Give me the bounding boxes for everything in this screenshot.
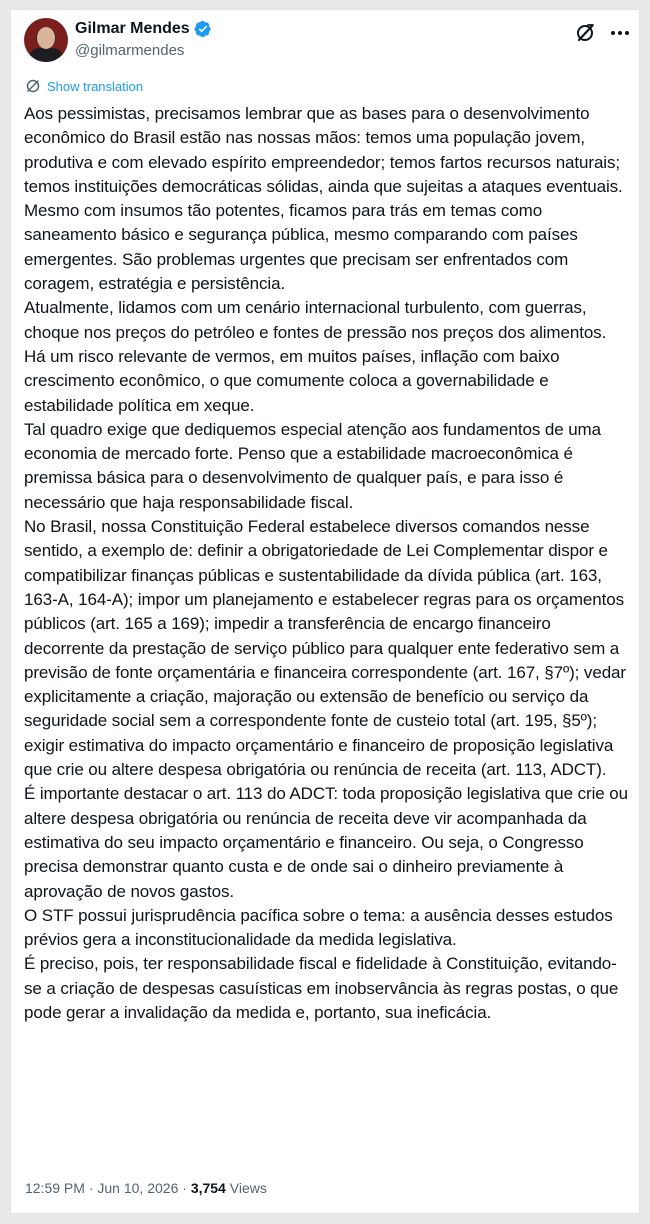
separator: ·: [182, 1180, 187, 1196]
separator: ·: [88, 1180, 94, 1196]
views-count: 3,754: [190, 1180, 226, 1196]
tweet-card: [10, 9, 640, 1214]
post-metadata: [25, 1180, 267, 1196]
post-paragraph: Mesmo com insumos tão potentes, ficamos para trás em temas como saneamento básico e segurança pública, mesmo comparando com países emergentes. São problemas urgentes que precisam ser enfrentados com coragem, estratégia e persistência.: [24, 201, 578, 294]
post-paragraph: No Brasil, nossa Constituição Federal estabelece diversos comandos nesse sentido, a exemplo de: definir a obrigatoriedade de Lei Complementar dispor e compatibilizar finanças públicas e sustentabilidade da dívida pública (art. 163, 163-A, 164-A); impor um planejamento e estabelecer regras para os orçamentos públicos (art. 165 a 169); impedir a transferência de encargo financeiro decorrente da prestação de serviço público para qualquer ente federativo sem a previsão de fonte orçamentária e financeira correspondente (art. 167, §7º); vedar explicitamente a criação, majoração ou extensão de benefício ou serviço da seguridade social sem a correspondente fonte de custeio total (art. 195, §5º); exigir estimativa do impacto orçamentário e financeiro de proposição legislativa que crie ou altere despesa obrigatória ou renúncia de receita (art. 113, ADCT).: [24, 517, 626, 780]
show-translation-label: Show translation: [47, 78, 144, 94]
post-paragraph: É preciso, pois, ter responsabilidade fiscal e fidelidade à Constituição, evitando-se a criação de despesas casuísticas em inobservância às regras postas, o que pode gerar a invalidação da medida e, portanto, sua ineficácia.: [24, 954, 619, 1022]
post-paragraph: O STF possui jurisprudência pacífica sobre o tema: a ausência desses estudos prévios gera a inconstitucionalidade da medida legislativa.: [24, 905, 613, 950]
more-options-button[interactable]: [609, 22, 631, 44]
author-handle[interactable]: @gilmarmendes: [75, 42, 185, 59]
more-icon: [610, 30, 630, 36]
avatar[interactable]: [24, 18, 68, 62]
author-block: [75, 18, 212, 59]
post-time[interactable]: 12:59 PM: [25, 1180, 85, 1196]
post-date[interactable]: Jun 10, 2026: [97, 1180, 179, 1196]
show-translation-link[interactable]: [25, 78, 143, 94]
grok-icon: [574, 22, 596, 44]
author-name[interactable]: Gilmar Mendes: [75, 20, 190, 37]
post-paragraph: Tal quadro exige que dediquemos especial atenção aos fundamentos de uma economia de mercado forte. Penso que a estabilidade macroeconômica é premissa básica para o desenvolvimento de qualquer país, e para isso é necessário que haja responsabilidade fiscal.: [24, 419, 601, 512]
translate-icon: [25, 78, 41, 94]
grok-button[interactable]: [574, 22, 596, 44]
post-paragraph: É importante destacar o art. 113 do ADCT: toda proposição legislativa que crie ou altere despesa obrigatória ou renúncia de receita deve vir acompanhada da estimativa do seu impacto orçamentário e financeiro. Ou seja, o Congresso precisa demonstrar quanto custa e de onde sai o dinheiro previamente à aprovação de novos gastos.: [24, 784, 628, 901]
verified-badge-icon: [194, 20, 212, 38]
views-label: Views: [229, 1180, 267, 1196]
post-paragraph: Atualmente, lidamos com um cenário internacional turbulento, com guerras, choque nos preços do petróleo e fontes de pressão nos preços dos alimentos. Há um risco relevante de vermos, em muitos países, inflação com baixo crescimento econômico, o que comumente coloca a governabilidade e estabilidade política em xeque.: [24, 298, 607, 415]
post-paragraph: Aos pessimistas, precisamos lembrar que as bases para o desenvolvimento econômico do Brasil estão nas nossas mãos: temos uma população jovem, produtiva e com elevado espírito empreendedor; temos fartos recursos naturais; temos instituições democráticas sólidas, ainda que sujeitas a ataques eventuais.: [24, 104, 623, 196]
post-text: [24, 102, 630, 1025]
